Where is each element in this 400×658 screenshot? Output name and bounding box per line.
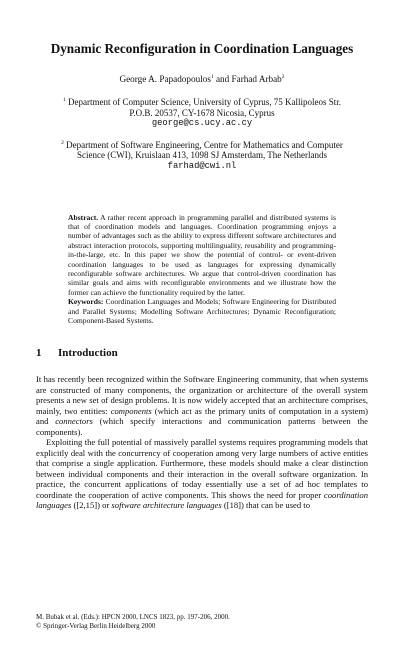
copyright-line: © Springer-Verlag Berlin Heidelberg 2000 [36,621,156,630]
body-text-run: Exploiting the full potential of massively parallel systems requires programming models that explicitly deal with the concurrency of cooperation among very large numbers of active entities that comprise a single application. Furthermore, these models should make a clear distinction between individual components and their interaction in the overall software organization. In practice, the concurrent applications of today essentially use a set of ad hoc templates to coordinate the cooperation of active components. This shows the need for proper [36,437,368,500]
body-text-run: It has recently been recognized within the Software Engineering community, that when systems are constructed of many components, the organization or architecture of the overall system presents a new set of design problems. It is now widely accepted that an architecture comprises, mainly, two entities: [36,374,368,416]
affiliation-line: Science (CWI), Kruislaan 413, 1098 SJ Amsterdam, The Netherlands [76,150,328,161]
keywords-paragraph [68,297,336,325]
author-connector: and [213,74,232,84]
paper-page [0,41,400,658]
keywords-label: Keywords: [68,297,104,307]
affiliation-line [36,97,368,108]
abstract-block [68,213,336,326]
author-name: George A. Papadopoulos [119,74,211,84]
body-paragraph [36,374,368,437]
abstract-label: Abstract. [68,212,99,222]
affiliation-text: Department of Software Engineering, Centre for Mathematics and Computer [66,139,343,150]
copyright-footnote [36,613,368,630]
affiliation-2 [36,140,368,172]
body-text-run: (which specify interactions and communication patterns between the components). [36,416,368,437]
section-title: Introduction [58,347,118,360]
paper-title: Dynamic Reconfiguration in Coordination Languages [50,41,354,56]
author-affiliation-mark: 1 [210,73,214,80]
affiliation-1 [36,97,368,129]
author-email: george@cs.ucy.ac.cy [151,118,253,129]
affiliation-text: Department of Computer Science, University of Cyprus, 75 Kallipoleos Str. [68,97,341,107]
body-paragraph [36,437,368,511]
section-number: 1 [36,347,42,360]
emphasis-term: connectors [55,416,93,427]
affiliation-mark: 1 [63,97,66,103]
emphasis-term: coordination languages [36,489,368,511]
author-affiliation-mark: 2 [281,73,285,80]
abstract-paragraph [68,213,336,298]
affiliation-line [36,140,368,151]
emphasis-term: software architecture languages [111,500,222,511]
emphasis-term: components [110,405,152,416]
author-name: Farhad Arbab [231,74,282,84]
abstract-text: A rather recent approach in programming parallel and distributed systems is that of coordination models and languages. Coordination programming enjoys a number of advantages such as the ability to express different software architectures and abstract interaction protocols, supporting multilinguality, reusability and programming-in-the-large, etc. In this paper we show the potential of control- or event-driven coordination languages to be used as languages for expressing dynamically reconfigurable software architectures. We argue that control-driven coordination has similar goals and aims with reconfigurable environments and we illustrate how the former can achieve the functionality required by the latter. [68,212,336,297]
affiliation-mark: 2 [61,139,64,146]
section-heading [36,347,368,360]
body-text-run: (which act as the primary units of computation in a system) and [36,405,368,427]
affiliation-line: P.O.B. 20537, CY-1678 Nicosia, Cyprus [129,107,275,118]
body-text-run: ([2,15]) or [71,500,112,511]
body-text-run: ([18]) that can be used to [221,500,310,511]
author-email: farhad@cwi.nl [167,160,237,171]
body-text [36,374,368,511]
keywords-text: Coordination Languages and Models; Software Engineering for Distributed and Parallel Systems; Modelling Software Architectures; Dynamic Reconfiguration; Component-Based Systems. [68,297,336,326]
author-list [36,74,368,85]
citation-line: M. Bubak et al. (Eds.): HPCN 2000, LNCS 1823, pp. 197-206, 2000. [36,613,230,621]
